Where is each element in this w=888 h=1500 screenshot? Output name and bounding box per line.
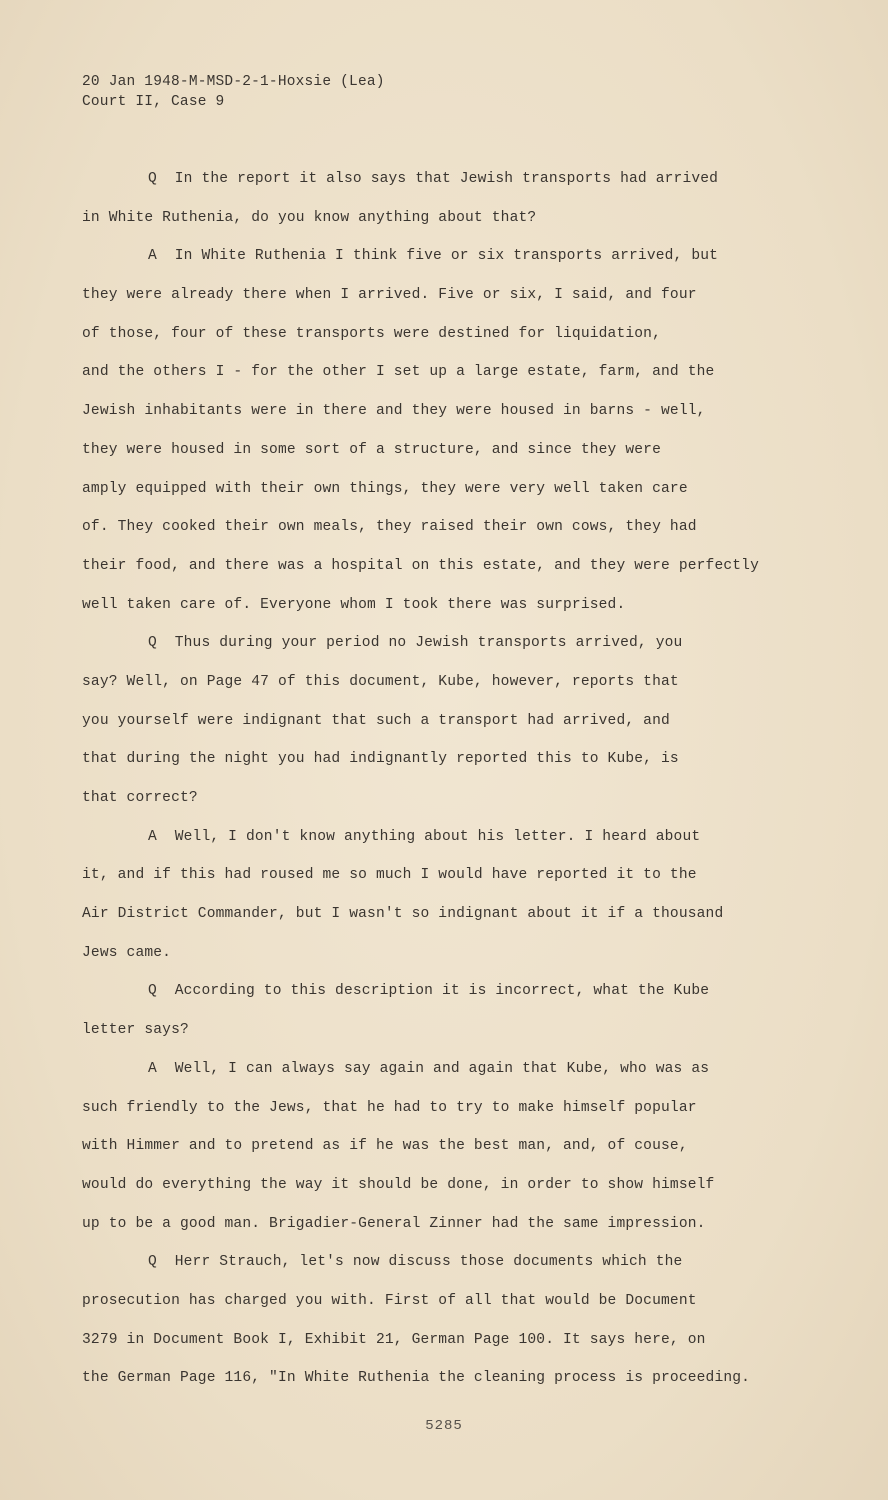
transcript-body: [82, 160, 822, 1398]
text-line: Jewish inhabitants were in there and they were housed in barns - well,: [82, 403, 706, 420]
text-line: A Well, I can always say again and again that Kube, who was as: [148, 1060, 710, 1077]
text-line: Q According to this description it is incorrect, what the Kube: [148, 983, 710, 1000]
text-line: Air District Commander, but I wasn't so indignant about it if a thousand: [82, 906, 724, 923]
text-line: Q In the report it also says that Jewish transports had arrived: [148, 171, 719, 187]
text-line: amply equipped with their own things, they were very well taken care: [82, 480, 688, 497]
text-line: A In White Ruthenia I think five or six transports arrived, but: [148, 248, 719, 265]
text-line: Q Herr Strauch, let's now discuss those documents which the: [148, 1254, 683, 1271]
text-line: say? Well, on Page 47 of this document, Kube, however, reports that: [82, 673, 679, 690]
page-number: 5285: [425, 1418, 463, 1434]
text-line: you yourself were indignant that such a transport had arrived, and: [82, 712, 670, 729]
text-line: they were already there when I arrived. Five or six, I said, and four: [82, 287, 697, 304]
text-line: they were housed in some sort of a structure, and since they were: [82, 441, 661, 458]
text-line: in White Ruthenia, do you know anything about that?: [82, 209, 537, 226]
text-line: that correct?: [82, 790, 198, 806]
text-line: Q Thus during your period no Jewish transports arrived, you: [148, 635, 683, 652]
text-line: that during the night you had indignantly reported this to Kube, is: [82, 751, 679, 768]
text-line: well taken care of. Everyone whom I took there was surprised.: [82, 596, 626, 613]
text-line: up to be a good man. Brigadier-General Zinner had the same impression.: [82, 1215, 706, 1232]
text-line: and the others I - for the other I set up a large estate, farm, and the: [82, 364, 715, 381]
text-line: with Himmer and to pretend as if he was the best man, and, of couse,: [82, 1138, 688, 1155]
text-line: of. They cooked their own meals, they raised their own cows, they had: [82, 519, 697, 536]
text-line: 3279 in Document Book I, Exhibit 21, German Page 100. It says here, on: [82, 1331, 706, 1348]
header-court-line: Court II, Case 9: [82, 94, 225, 110]
text-line: of those, four of these transports were destined for liquidation,: [82, 325, 661, 342]
text-line: Jews came.: [82, 944, 172, 961]
text-line: prosecution has charged you with. First of all that would be Document: [82, 1292, 697, 1309]
text-line: would do everything the way it should be done, in order to show himself: [82, 1176, 715, 1193]
text-line: A Well, I don't know anything about his letter. I heard about: [148, 828, 701, 845]
text-line: the German Page 116, "In White Ruthenia the cleaning process is proceeding.: [82, 1370, 751, 1387]
text-line: it, and if this had roused me so much I would have reported it to the: [82, 867, 697, 884]
text-line: their food, and there was a hospital on this estate, and they were perfectly: [82, 557, 759, 574]
text-line: letter says?: [82, 1022, 189, 1039]
header-date-line: 20 Jan 1948-M-MSD-2-1-Hoxsie (Lea): [82, 74, 385, 90]
document-header: [82, 72, 385, 112]
text-line: such friendly to the Jews, that he had to try to make himself popular: [82, 1099, 697, 1116]
